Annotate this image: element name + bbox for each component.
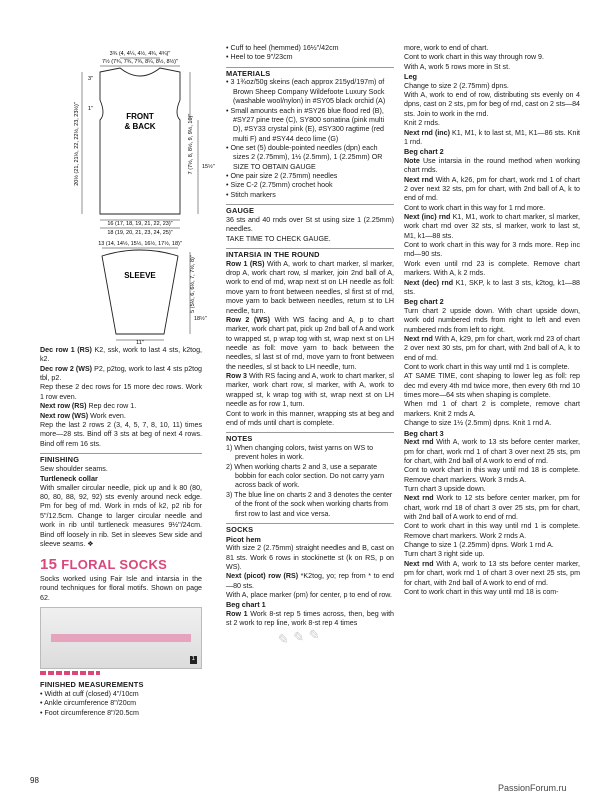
list-item: • One set (5) double-pointed needles (dpn) each sizes 2 (2.75mm), 1½ (2.5mm), 1 (2.25mm) OR SIZE TO OBTAIN GAUGE bbox=[226, 144, 383, 171]
section-heading: NOTES bbox=[226, 432, 394, 444]
neck-depth-label: 3" bbox=[88, 76, 94, 82]
column-right bbox=[404, 44, 580, 597]
sock-image bbox=[51, 634, 191, 642]
paragraph: Sew shoulder seams. bbox=[40, 464, 108, 473]
paragraph: With A, work to end of row, distributing sts evenly on 4 dpns, cast on 2 sts, pm for beg of rnd, cast on 2 sts—84 sts. Join to work in the rnd. bbox=[404, 91, 580, 118]
row-3: Row 3 With RS facing and A, work to chart marker, sl marker, work chart row, sl marker, with A, work to wrapped st, k wrap tog with st, wrap next st on LH needle as for row 1, turn. bbox=[226, 372, 394, 409]
sleeve-cap-label: 5 (5½, 6, 6½, 7, 7½, 8)" bbox=[190, 255, 196, 313]
materials-list bbox=[226, 78, 394, 200]
row-1: Row 1 (RS) With A, work to chart marker, sl marker, drop A, work chart row, sl marker, join 2nd ball of A, work to end of rnd, wrap next st on LH needle as foll: move yarn to front between needles, sl first st of rnd, move yarn to back between needles, return st to LH needle, turn. bbox=[226, 259, 394, 315]
list-item: • Foot circumference 8"/20.5cm bbox=[40, 708, 139, 717]
paragraph: With size 2 (2.75mm) straight needles and B, cast on 81 sts. Work 6 rows in stockinette st (k on RS, p on WS). bbox=[226, 544, 394, 571]
list-item: • 3 1¾oz/50g skeins (each approx 215yd/197m) of Brown Sheep Company Wildefoote Luxury Sock (washable wool/nylon) in #SY05 black orchid (A) bbox=[226, 78, 386, 106]
chart-row-1: Row 1 Work 8-st rep 5 times across, then, beg with st 2 work to rep line, work 8-st rep 4 times bbox=[226, 610, 394, 628]
paragraph: Cont to work chart in this way until rnd 1 is complete. bbox=[404, 363, 570, 372]
list-item: • Heel to toe 9"/23cm bbox=[226, 53, 293, 62]
paragraph: Work even until rnd 23 is complete. Remove chart markers. With A, k 2 rnds. bbox=[404, 259, 580, 278]
paragraph: AT SAME TIME, cont shaping to lower leg as foll: rep dec rnd every 4th rnd twice more, then every 6th rnd 10 times more—64 sts when shaping is complete. bbox=[404, 372, 580, 400]
section-heading: FINISHED MEASUREMENTS bbox=[40, 680, 144, 690]
paragraph: Cont to work chart in this way through row 9. bbox=[404, 53, 544, 62]
column-left bbox=[40, 346, 202, 718]
paragraph: Socks worked using Fair Isle and intarsia in the round techniques for floral motifs. Shown on page 62. bbox=[40, 575, 202, 602]
list-item: • Width at cuff (closed) 4"/10cm bbox=[40, 689, 139, 698]
armhole-label: 1" bbox=[88, 106, 94, 112]
next-rnd: Next rnd Work to 12 sts before center marker, pm for chart, work rnd 18 of chart 3 over 25 sts, pm for chart, with 2nd ball of A work to end of rnd. bbox=[404, 494, 580, 522]
paragraph: Cont to work chart in this way for 1 rnd more. bbox=[404, 203, 546, 212]
sleeve-cuff-label: 11" bbox=[136, 340, 144, 346]
section-heading: MATERIALS bbox=[226, 67, 394, 79]
list-item: • Cuff to heel (hemmed) 16½"/42cm bbox=[226, 44, 339, 52]
neck-width-label: 7½ (7¾, 7¾, 7¾, 8¼, 8½, 8½)" bbox=[102, 59, 178, 65]
handwritten-stamp: ✎ ✎ ✎ bbox=[275, 626, 320, 648]
paragraph: Rep the last 2 rows 2 (3, 4, 5, 7, 8, 10, 11) times more—28 sts. Bind off 3 sts at beg of next 4 rows. Bind off rem 16 sts. bbox=[40, 420, 202, 448]
chest-label: 16 (17, 18, 19, 21, 22, 23)" bbox=[107, 221, 173, 227]
next-rnd: Next rnd With A, k29, pm for chart, work rnd 23 of chart 2 over next 30 sts, pm for chart, with 2nd ball of A, k to end of rnd. bbox=[404, 334, 580, 362]
list-item: • Ankle circumference 8"/20cm bbox=[40, 699, 137, 708]
dec-row-2: Dec row 2 (WS) P2, p2tog, work to last 4 sts p2tog tbl, p2. bbox=[40, 364, 202, 383]
column-middle bbox=[226, 44, 394, 629]
measurement-list bbox=[40, 690, 202, 718]
back-label: & BACK bbox=[124, 122, 156, 131]
paragraph: With A, place marker (pm) for center, p to end of row. bbox=[226, 591, 392, 600]
inc-rnd: Next (inc) rnd K1, M1, work to chart marker, sl marker, work chart rnd over 32 sts, sl marker, work to last st, M1, k1—88 sts. bbox=[404, 213, 581, 240]
sleeve-label: SLEEVE bbox=[124, 271, 156, 280]
sleeve-diagram bbox=[98, 240, 207, 346]
list-item: 3) The blue line on charts 2 and 3 denotes the center of the front of the sock when working charts from first row to last and vice versa. bbox=[226, 490, 393, 518]
picot-row: Next (picot) row (RS) *K2tog, yo; rep from * to end—80 sts. bbox=[226, 572, 394, 590]
sleeve-length-label: 18½" bbox=[194, 316, 207, 322]
paragraph: Change to size 2 (2.75mm) dpns. bbox=[404, 81, 509, 90]
paragraph: Turn chart 3 right side up. bbox=[404, 550, 485, 559]
paragraph: Cont to work chart in this way until rnd 1 is complete. Remove chart markers. Work 2 rnds A. bbox=[404, 522, 580, 540]
list-item: • Stitch markers bbox=[226, 190, 276, 199]
list-item: 1) When changing colors, twist yarns on WS to prevent holes in work. bbox=[226, 444, 374, 462]
paragraph: With smaller circular needle, pick up and k 80 (80, 80, 80, 88, 92, 92) sts evenly around neck edge. Pm for beg of rnd. Work in rnds of k2, p2 rib for 5"/12.5cm. Change to larger circular needle and work in rib until turtleneck measures 9½"/24cm. Bind off loosely in rib. Set in sleeves Sew side and sleeve seams. ❖ bbox=[40, 483, 202, 548]
subheading: Turtleneck collar bbox=[40, 474, 98, 484]
measurement-list bbox=[226, 44, 394, 63]
subheading: Beg chart 3 bbox=[404, 428, 444, 438]
paragraph: Change to size 1½ (2.5mm) dpns. Knit 1 rnd A. bbox=[404, 419, 552, 428]
subheading: Picot hem bbox=[226, 534, 261, 544]
paragraph: Cont to work chart in this way until rnd 18 is complete. Remove chart markers. Work 3 rnds A. bbox=[404, 466, 580, 484]
next-rnd: Next rnd With A, work to 13 sts before center marker, pm for chart, work rnd 1 of chart 3 over next 25 sts, pm for chart, with 2nd ball of A work to end of rnd. bbox=[404, 559, 580, 587]
next-rnd: Next rnd With A, k26, pm for chart, work rnd 1 of chart 2 over next 32 sts, pm for chart, with 2nd ball of A, k to end of rnd. bbox=[404, 175, 580, 203]
notes-list bbox=[226, 444, 394, 519]
paragraph: TAKE TIME TO CHECK GAUGE. bbox=[226, 234, 331, 243]
section-heading: FINISHING bbox=[40, 453, 202, 465]
paragraph: Knit 2 rnds. bbox=[404, 119, 440, 128]
list-item: • Size C-2 (2.75mm) crochet hook bbox=[226, 181, 333, 190]
paragraph: Cont to work chart in this way for 3 rnds more. Rep inc rnd—90 sts. bbox=[404, 241, 580, 259]
inc-rnd: Next rnd (inc) K1, M1, k to last st, M1, K1—86 sts. Knit 1 rnd. bbox=[404, 128, 581, 146]
section-heading: SOCKS bbox=[226, 523, 394, 535]
paragraph: Turn chart 2 upside down. With chart upside down, work odd numbered rnds from right to left and even numbered rnds from left to right. bbox=[404, 306, 580, 334]
paragraph: Cont to work chart in this way until rnd 18 is com- bbox=[404, 587, 559, 596]
next-row-ws: Next row (WS) Work even. bbox=[40, 411, 126, 420]
row-2: Row 2 (WS) With WS facing and A, p to chart marker, work chart pat, pick up 2nd ball of A and work to wrapped st, p wrap tog with st, wrap next st on LH needle as foll: move yarn to back between the needles, sl last st of rnd, move yarn to front between the needles, sl st back to LH needle, turn. bbox=[226, 315, 395, 371]
armhole-depth-label: 7 (7½, 8, 8½, 9, 9½, 10)" bbox=[188, 113, 194, 175]
hem-label: 18 (19, 20, 21, 23, 24, 25)" bbox=[107, 230, 173, 236]
sock-photo bbox=[40, 607, 202, 669]
paragraph: Change to size 1 (2.25mm) dpns. Work 1 rnd A. bbox=[404, 541, 554, 550]
watermark: PassionForum.ru bbox=[498, 783, 567, 793]
subheading: Beg chart 2 bbox=[404, 147, 444, 157]
page-number: 98 bbox=[30, 776, 39, 785]
paragraph: 36 sts and 40 rnds over St st using size 1 (2.25mm) needles. bbox=[226, 215, 394, 234]
front-back-diagram bbox=[73, 50, 215, 236]
subheading: Beg chart 1 bbox=[226, 600, 266, 610]
decorative-stripe bbox=[40, 671, 100, 675]
sleeve-top-label: 13 (14, 14½, 15½, 16½, 17½, 18)" bbox=[98, 241, 182, 247]
subheading: Beg chart 2 bbox=[404, 297, 444, 307]
paragraph: When rnd 1 of chart 2 is complete, remove chart markers. Knit 2 rnds A. bbox=[404, 400, 580, 418]
pattern-title: 15 FLORAL SOCKS bbox=[40, 556, 168, 574]
front-label: FRONT bbox=[126, 112, 154, 121]
paragraph: Rep these 2 dec rows for 15 more dec rows. Work 1 row even. bbox=[40, 383, 202, 401]
dec-row-1: Dec row 1 (RS) K2, ssk, work to last 4 sts, k2tog, k2. bbox=[40, 346, 203, 364]
paragraph: Turn chart 3 upside down. bbox=[404, 484, 486, 493]
next-row-rs: Next row (RS) Rep dec row 1. bbox=[40, 402, 137, 411]
paragraph: more, work to end of chart. bbox=[404, 44, 489, 52]
paragraph: With A, work 5 rows more in St st. bbox=[404, 62, 511, 71]
top-width-label: 3¾ (4, 4¼, 4½, 4¾, 4¾)" bbox=[109, 51, 171, 57]
dec-rnd: Next (dec) rnd K1, SKP, k to last 3 sts, k2tog, k1—88 sts. bbox=[404, 278, 580, 296]
photo-badge: 1 bbox=[191, 656, 195, 663]
section-heading: INTARSIA IN THE ROUND bbox=[226, 248, 394, 260]
section-heading: GAUGE bbox=[226, 204, 394, 216]
side-length-label: 15½" bbox=[202, 164, 215, 170]
list-item: • Small amounts each in #SY26 blue flood red (B), #SY27 pine tree (C), SY800 sonatina (pink multi D), #SY33 crystal pink (E), #SY300 ragtime (red multi F) and #SY44 deco lime (G) bbox=[226, 106, 385, 143]
paragraph: Cont to work in this manner, wrapping sts at beg and end of rnds until chart is complete. bbox=[226, 409, 394, 427]
note: Note Use intarsia in the round method when working chart rnds. bbox=[404, 156, 580, 175]
list-item: • One pair size 2 (2.75mm) needles bbox=[226, 172, 338, 181]
subheading: Leg bbox=[404, 72, 417, 82]
total-length-label: 20½ (21, 21½, 22, 22½, 23, 23½)" bbox=[74, 102, 80, 186]
next-rnd: Next rnd With A, work to 13 sts before center marker, pm for chart, work rnd 1 of chart 3 over next 25 sts, pm for chart, with 2nd ball of A work to end of rnd. bbox=[404, 438, 580, 465]
garment-schematic bbox=[40, 44, 215, 346]
list-item: 2) When working charts 2 and 3, use a separate bobbin for each color section. Do not carry yarn across back of work. bbox=[226, 462, 385, 490]
